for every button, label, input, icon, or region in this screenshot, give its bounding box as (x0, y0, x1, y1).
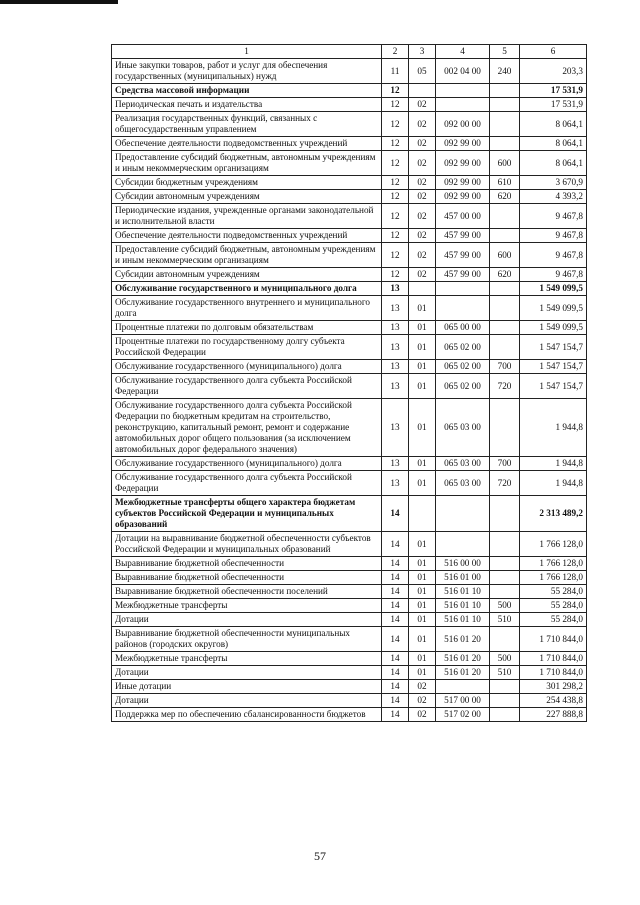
row-subsection: 02 (409, 694, 436, 708)
table-row (112, 374, 587, 399)
row-expense-type: 600 (490, 151, 520, 176)
row-name: Процентные платежи по долговым обязательствам (112, 321, 382, 335)
row-target-code: 065 03 00 (436, 457, 490, 471)
row-name: Обслуживание государственного и муниципального долга (112, 282, 382, 296)
row-section: 14 (382, 496, 409, 532)
row-expense-type (490, 571, 520, 585)
row-expense-type (490, 335, 520, 360)
row-subsection: 01 (409, 666, 436, 680)
row-section: 14 (382, 585, 409, 599)
row-subsection: 01 (409, 374, 436, 399)
row-name: Выравнивание бюджетной обеспеченности поселений (112, 585, 382, 599)
row-section: 12 (382, 268, 409, 282)
row-subsection: 01 (409, 457, 436, 471)
row-target-code: 092 99 00 (436, 190, 490, 204)
row-target-code: 516 01 10 (436, 599, 490, 613)
row-expense-type (490, 137, 520, 151)
table-row (112, 321, 587, 335)
row-target-code: 516 01 20 (436, 666, 490, 680)
table-row (112, 680, 587, 694)
row-name: Реализация государственных функций, связанных с общегосударственным управлением (112, 112, 382, 137)
table-row (112, 399, 587, 457)
table-row (112, 708, 587, 722)
table-row (112, 496, 587, 532)
row-expense-type: 510 (490, 613, 520, 627)
row-subsection: 01 (409, 296, 436, 321)
row-subsection: 01 (409, 321, 436, 335)
header-row (112, 45, 587, 59)
row-amount: 2 313 489,2 (520, 496, 587, 532)
row-section: 12 (382, 151, 409, 176)
row-amount: 17 531,9 (520, 84, 587, 98)
row-subsection: 01 (409, 557, 436, 571)
row-expense-type (490, 708, 520, 722)
row-name: Предоставление субсидий бюджетным, автономным учреждениям и иным некоммерческим организациям (112, 151, 382, 176)
row-target-code (436, 496, 490, 532)
row-section: 12 (382, 229, 409, 243)
row-amount: 8 064,1 (520, 112, 587, 137)
table-row (112, 151, 587, 176)
row-name: Обслуживание государственного долга субъекта Российской Федерации (112, 471, 382, 496)
row-name: Дотации (112, 666, 382, 680)
row-expense-type (490, 229, 520, 243)
row-target-code: 517 02 00 (436, 708, 490, 722)
row-target-code: 065 03 00 (436, 471, 490, 496)
table-row (112, 599, 587, 613)
row-name: Обслуживание государственного долга субъекта Российской Федерации (112, 374, 382, 399)
row-name: Межбюджетные трансферты общего характера бюджетам субъектов Российской Федерации и муниципальных образований (112, 496, 382, 532)
row-expense-type: 620 (490, 268, 520, 282)
row-name: Дотации (112, 613, 382, 627)
table-row (112, 296, 587, 321)
table-row (112, 471, 587, 496)
row-amount: 17 531,9 (520, 98, 587, 112)
row-amount: 1 547 154,7 (520, 335, 587, 360)
row-subsection: 01 (409, 599, 436, 613)
row-section: 11 (382, 59, 409, 84)
row-amount: 1 944,8 (520, 471, 587, 496)
row-subsection: 01 (409, 585, 436, 599)
row-section: 14 (382, 680, 409, 694)
row-amount: 1 766 128,0 (520, 571, 587, 585)
table-row (112, 282, 587, 296)
row-amount: 1 549 099,5 (520, 282, 587, 296)
row-name: Межбюджетные трансферты (112, 652, 382, 666)
row-target-code (436, 532, 490, 557)
row-name: Иные дотации (112, 680, 382, 694)
row-amount: 8 064,1 (520, 137, 587, 151)
row-target-code: 065 02 00 (436, 374, 490, 399)
table-row (112, 532, 587, 557)
row-subsection: 02 (409, 229, 436, 243)
row-expense-type: 510 (490, 666, 520, 680)
table-row (112, 694, 587, 708)
row-target-code (436, 98, 490, 112)
row-section: 13 (382, 374, 409, 399)
table-row (112, 666, 587, 680)
table-row (112, 268, 587, 282)
row-amount: 203,3 (520, 59, 587, 84)
row-target-code: 092 99 00 (436, 151, 490, 176)
row-name: Обслуживание государственного (муниципального) долга (112, 360, 382, 374)
row-section: 13 (382, 471, 409, 496)
row-name: Субсидии автономным учреждениям (112, 190, 382, 204)
row-name: Выравнивание бюджетной обеспеченности (112, 571, 382, 585)
row-subsection: 05 (409, 59, 436, 84)
row-expense-type: 720 (490, 374, 520, 399)
row-amount: 9 467,8 (520, 268, 587, 282)
row-name: Субсидии автономным учреждениям (112, 268, 382, 282)
row-amount: 1 944,8 (520, 399, 587, 457)
row-expense-type (490, 98, 520, 112)
row-section: 14 (382, 627, 409, 652)
row-expense-type (490, 112, 520, 137)
row-amount: 227 888,8 (520, 708, 587, 722)
row-name: Периодические издания, учрежденные органами законодательной и исполнительной власти (112, 204, 382, 229)
row-name: Обеспечение деятельности подведомственных учреждений (112, 137, 382, 151)
row-section: 12 (382, 98, 409, 112)
table-row (112, 84, 587, 98)
row-expense-type (490, 296, 520, 321)
table-row (112, 204, 587, 229)
row-expense-type (490, 496, 520, 532)
row-subsection: 01 (409, 335, 436, 360)
row-name: Обслуживание государственного долга субъекта Российской Федерации по бюджетным кредитам на строительство, реконструкцию, капитальный ремонт, ремонт и содержание автомобильных дорог общего пользования (за исключением автомобильных дорог федерального значения) (112, 399, 382, 457)
table-row (112, 557, 587, 571)
row-subsection: 01 (409, 627, 436, 652)
table-row (112, 112, 587, 137)
row-amount: 55 284,0 (520, 585, 587, 599)
row-expense-type (490, 557, 520, 571)
row-amount: 9 467,8 (520, 243, 587, 268)
row-expense-type (490, 627, 520, 652)
header-cell: 1 (112, 45, 382, 59)
row-amount: 3 670,9 (520, 176, 587, 190)
table-row (112, 585, 587, 599)
row-section: 12 (382, 84, 409, 98)
row-expense-type: 700 (490, 457, 520, 471)
table-row (112, 137, 587, 151)
row-amount: 254 438,8 (520, 694, 587, 708)
row-target-code: 457 99 00 (436, 243, 490, 268)
row-target-code (436, 282, 490, 296)
row-amount: 301 298,2 (520, 680, 587, 694)
row-section: 12 (382, 204, 409, 229)
row-section: 12 (382, 176, 409, 190)
row-target-code: 065 00 00 (436, 321, 490, 335)
row-name: Выравнивание бюджетной обеспеченности (112, 557, 382, 571)
row-target-code: 065 03 00 (436, 399, 490, 457)
row-target-code: 002 04 00 (436, 59, 490, 84)
row-amount: 1 766 128,0 (520, 532, 587, 557)
row-name: Поддержка мер по обеспечению сбалансированности бюджетов (112, 708, 382, 722)
table-row (112, 59, 587, 84)
row-section: 12 (382, 112, 409, 137)
row-subsection: 01 (409, 532, 436, 557)
row-expense-type: 620 (490, 190, 520, 204)
row-name: Предоставление субсидий бюджетным, автономным учреждениям и иным некоммерческим организациям (112, 243, 382, 268)
row-target-code: 516 01 00 (436, 571, 490, 585)
row-subsection: 02 (409, 112, 436, 137)
header-cell: 6 (520, 45, 587, 59)
row-subsection: 01 (409, 471, 436, 496)
row-target-code: 457 00 00 (436, 204, 490, 229)
row-name: Периодическая печать и издательства (112, 98, 382, 112)
table-row (112, 190, 587, 204)
row-section: 14 (382, 708, 409, 722)
header-cell: 5 (490, 45, 520, 59)
row-name: Обеспечение деятельности подведомственных учреждений (112, 229, 382, 243)
row-expense-type: 500 (490, 652, 520, 666)
row-expense-type: 720 (490, 471, 520, 496)
row-expense-type (490, 532, 520, 557)
row-section: 14 (382, 613, 409, 627)
row-target-code: 516 01 20 (436, 627, 490, 652)
row-section: 14 (382, 694, 409, 708)
row-amount: 4 393,2 (520, 190, 587, 204)
row-subsection: 02 (409, 268, 436, 282)
row-name: Процентные платежи по государственному долгу субъекта Российской Федерации (112, 335, 382, 360)
row-expense-type (490, 321, 520, 335)
row-name: Субсидии бюджетным учреждениям (112, 176, 382, 190)
row-name: Межбюджетные трансферты (112, 599, 382, 613)
row-section: 14 (382, 557, 409, 571)
row-amount: 55 284,0 (520, 599, 587, 613)
table-row (112, 457, 587, 471)
row-subsection (409, 496, 436, 532)
row-amount: 9 467,8 (520, 229, 587, 243)
row-subsection (409, 84, 436, 98)
row-section: 13 (382, 457, 409, 471)
row-amount: 1 547 154,7 (520, 360, 587, 374)
row-subsection: 02 (409, 243, 436, 268)
row-subsection: 02 (409, 176, 436, 190)
row-section: 13 (382, 360, 409, 374)
row-section: 12 (382, 190, 409, 204)
row-expense-type (490, 399, 520, 457)
row-subsection: 01 (409, 360, 436, 374)
row-expense-type: 700 (490, 360, 520, 374)
row-name: Дотации (112, 694, 382, 708)
table-body (112, 59, 587, 722)
row-target-code: 516 01 20 (436, 652, 490, 666)
row-target-code: 065 02 00 (436, 360, 490, 374)
row-expense-type: 610 (490, 176, 520, 190)
row-expense-type (490, 282, 520, 296)
table-row (112, 98, 587, 112)
row-name: Обслуживание государственного внутреннего и муниципального долга (112, 296, 382, 321)
row-amount: 1 710 844,0 (520, 627, 587, 652)
row-amount: 1 549 099,5 (520, 296, 587, 321)
row-amount: 1 547 154,7 (520, 374, 587, 399)
row-name: Дотации на выравнивание бюджетной обеспеченности субъектов Российской Федерации и муниципальных образований (112, 532, 382, 557)
row-amount: 1 710 844,0 (520, 652, 587, 666)
table-row (112, 652, 587, 666)
budget-table (111, 44, 587, 722)
row-expense-type: 240 (490, 59, 520, 84)
row-amount: 55 284,0 (520, 613, 587, 627)
row-section: 13 (382, 282, 409, 296)
header-cell: 3 (409, 45, 436, 59)
row-section: 14 (382, 532, 409, 557)
row-name: Обслуживание государственного (муниципального) долга (112, 457, 382, 471)
row-target-code: 065 02 00 (436, 335, 490, 360)
row-section: 14 (382, 599, 409, 613)
row-subsection: 02 (409, 204, 436, 229)
row-subsection: 02 (409, 708, 436, 722)
row-name: Выравнивание бюджетной обеспеченности муниципальных районов (городских округов) (112, 627, 382, 652)
row-section: 13 (382, 399, 409, 457)
row-target-code (436, 680, 490, 694)
row-expense-type (490, 585, 520, 599)
row-target-code: 092 99 00 (436, 176, 490, 190)
row-name: Иные закупки товаров, работ и услуг для обеспечения государственных (муниципальных) нужд (112, 59, 382, 84)
row-amount: 9 467,8 (520, 204, 587, 229)
row-target-code (436, 296, 490, 321)
row-expense-type: 600 (490, 243, 520, 268)
row-section: 12 (382, 243, 409, 268)
row-section: 14 (382, 571, 409, 585)
row-subsection: 02 (409, 98, 436, 112)
row-amount: 1 766 128,0 (520, 557, 587, 571)
row-subsection: 01 (409, 613, 436, 627)
table-row (112, 613, 587, 627)
row-subsection: 01 (409, 571, 436, 585)
row-target-code: 457 99 00 (436, 268, 490, 282)
table-row (112, 176, 587, 190)
row-section: 13 (382, 335, 409, 360)
table-row (112, 229, 587, 243)
top-rule (0, 0, 118, 4)
row-expense-type (490, 680, 520, 694)
row-target-code: 457 99 00 (436, 229, 490, 243)
table-row (112, 335, 587, 360)
row-target-code: 516 01 10 (436, 613, 490, 627)
row-target-code: 092 00 00 (436, 112, 490, 137)
row-expense-type (490, 204, 520, 229)
row-subsection: 01 (409, 652, 436, 666)
row-section: 14 (382, 666, 409, 680)
row-target-code: 516 00 00 (436, 557, 490, 571)
row-subsection: 02 (409, 137, 436, 151)
row-expense-type (490, 84, 520, 98)
row-amount: 8 064,1 (520, 151, 587, 176)
row-section: 14 (382, 652, 409, 666)
row-expense-type: 500 (490, 599, 520, 613)
row-section: 13 (382, 296, 409, 321)
header-cell: 4 (436, 45, 490, 59)
row-subsection: 01 (409, 399, 436, 457)
row-target-code: 092 99 00 (436, 137, 490, 151)
row-subsection (409, 282, 436, 296)
row-section: 13 (382, 321, 409, 335)
row-subsection: 02 (409, 190, 436, 204)
row-subsection: 02 (409, 680, 436, 694)
row-amount: 1 549 099,5 (520, 321, 587, 335)
header-cell: 2 (382, 45, 409, 59)
row-amount: 1 944,8 (520, 457, 587, 471)
row-amount: 1 710 844,0 (520, 666, 587, 680)
table-row (112, 360, 587, 374)
row-expense-type (490, 694, 520, 708)
row-section: 12 (382, 137, 409, 151)
table-row (112, 243, 587, 268)
row-target-code: 516 01 10 (436, 585, 490, 599)
row-name: Средства массовой информации (112, 84, 382, 98)
row-target-code (436, 84, 490, 98)
page-number: 57 (314, 849, 326, 863)
row-subsection: 02 (409, 151, 436, 176)
table-row (112, 571, 587, 585)
row-target-code: 517 00 00 (436, 694, 490, 708)
table-row (112, 627, 587, 652)
